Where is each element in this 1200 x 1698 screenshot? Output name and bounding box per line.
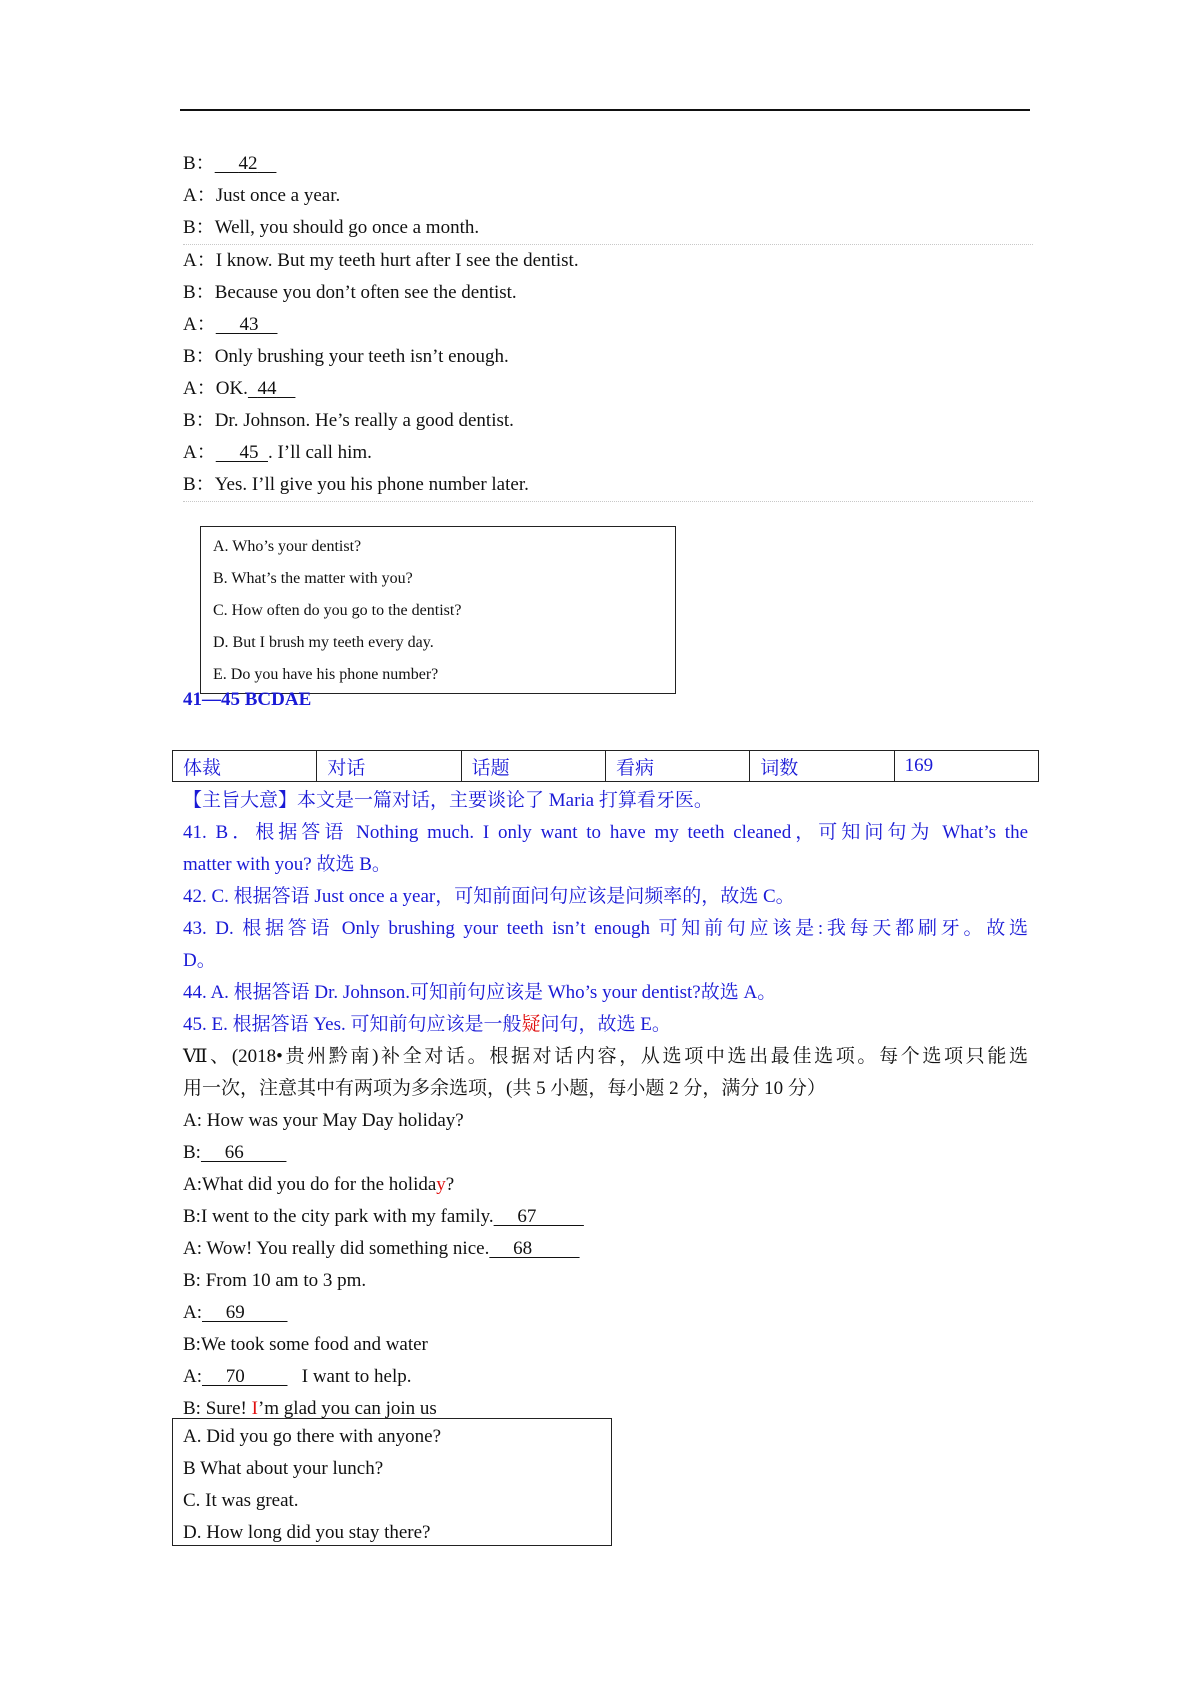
dialogue-line: A：Just once a year. — [183, 185, 341, 206]
dialogue-line: B:We took some food and water — [183, 1334, 428, 1355]
dialogue-line: B：Well, you should go once a month. — [183, 212, 1033, 245]
option-item: A. Who’s your dentist? — [213, 538, 362, 555]
dialogue-line: B: 66 — [183, 1137, 1028, 1169]
dialogue-line: A：I know. But my teeth hurt after I see the dentist. — [183, 250, 579, 271]
info-cell: 169 — [894, 751, 1038, 782]
info-table — [172, 750, 1039, 782]
analysis-45: 45. E. 根据答语 Yes. 可知前句应该是一般疑问句，故选 E。 — [183, 1014, 671, 1035]
dialogue-line: B：Only brushing your teeth isn’t enough. — [183, 346, 509, 367]
dialogue-line: A: How was your May Day holiday? — [183, 1110, 464, 1131]
dialogue-line: A: Wow! You really did something nice. 68 — [183, 1233, 1028, 1265]
summary: 【主旨大意】本文是一篇对话，主要谈论了 Maria 打算看牙医。 — [183, 790, 713, 811]
options-box-2 — [172, 1418, 612, 1546]
info-cell: 看病 — [605, 751, 749, 782]
analysis-41: 41. B．根据答语 Nothing much. I only want to have my teeth cleaned，可知问句为 What’s the — [183, 822, 1028, 843]
blank-45[interactable]: 45 — [239, 442, 259, 463]
dialogue-line: B：Because you don’t often see the dentist. — [183, 282, 517, 303]
dialogue-line: B: From 10 am to 3 pm. — [183, 1270, 367, 1291]
options-box-1 — [200, 526, 676, 694]
dialogue-line: A：OK. 44 — [183, 373, 1033, 405]
section-7-heading-cont: 用一次，注意其中有两项为多余选项，(共 5 小题，每小题 2 分，满分 10 分） — [183, 1078, 826, 1099]
blank-44[interactable]: 44 — [257, 378, 277, 399]
option-item: B What about your lunch? — [183, 1458, 384, 1479]
dialogue-line: A:What did you do for the holiday? — [183, 1174, 455, 1195]
option-item: D. But I brush my teeth every day. — [213, 634, 434, 651]
dialogue-line: B:I went to the city park with my family. 67 — [183, 1201, 1028, 1233]
blank-68[interactable]: 68 — [489, 1238, 580, 1259]
blank-42[interactable]: 42 — [238, 153, 258, 174]
option-item: A. Did you go there with anyone? — [183, 1426, 442, 1447]
option-item: B. What’s the matter with you? — [213, 570, 413, 587]
dialogue-line: A: 69 — [183, 1297, 1028, 1329]
blank-70[interactable]: 70 — [202, 1366, 288, 1387]
analysis-44: 44. A. 根据答语 Dr. Johnson.可知前句应该是 Who’s your dentist?故选 A。 — [183, 982, 777, 1003]
option-item: C. It was great. — [183, 1490, 299, 1511]
analysis-and-section-7 — [183, 785, 1028, 1425]
option-item: E. Do you have his phone number? — [213, 666, 439, 683]
dialogue-line: B：Yes. I’ll give you his phone number later. — [183, 469, 1033, 502]
dialogue-line: A： 43 — [183, 309, 1033, 341]
info-cell: 对话 — [317, 751, 461, 782]
analysis-43: 43. D. 根据答语 Only brushing your teeth isn’t enough 可知前句应该是:我每天都刷牙。故选 — [183, 918, 1028, 939]
info-cell: 体裁 — [173, 751, 317, 782]
blank-43[interactable]: 43 — [239, 314, 259, 335]
header-rule — [180, 109, 1030, 111]
info-cell: 词数 — [750, 751, 894, 782]
option-item: C. How often do you go to the dentist? — [213, 602, 462, 619]
answer-key-1: 41—45 BCDAE — [183, 689, 312, 710]
blank-67[interactable]: 67 — [493, 1206, 584, 1227]
analysis-42: 42. C. 根据答语 Just once a year，可知前面问句应该是问频率的，故选 C。 — [183, 886, 795, 907]
dialogue-line: A： 45 . I’ll call him. — [183, 437, 1033, 469]
dialogue-line: B: Sure! I’m glad you can join us — [183, 1398, 437, 1419]
blank-66[interactable]: 66 — [200, 1142, 287, 1163]
dialogue-line: B：Dr. Johnson. He’s really a good dentist. — [183, 410, 514, 431]
option-item: D. How long did you stay there? — [183, 1522, 431, 1543]
info-cell: 话题 — [461, 751, 605, 782]
blank-69[interactable]: 69 — [202, 1302, 288, 1323]
dialogue-1 — [183, 148, 1033, 502]
analysis-43-cont: D。 — [183, 950, 216, 971]
dialogue-line: A: 70 I want to help. — [183, 1361, 1028, 1393]
analysis-41-cont: matter with you? 故选 B。 — [183, 854, 391, 875]
dialogue-line: B： 42 — [183, 148, 1033, 180]
section-7-heading: Ⅶ、(2018•贵州黔南)补全对话。根据对话内容，从选项中选出最佳选项。每个选项只能选 — [183, 1046, 1028, 1067]
